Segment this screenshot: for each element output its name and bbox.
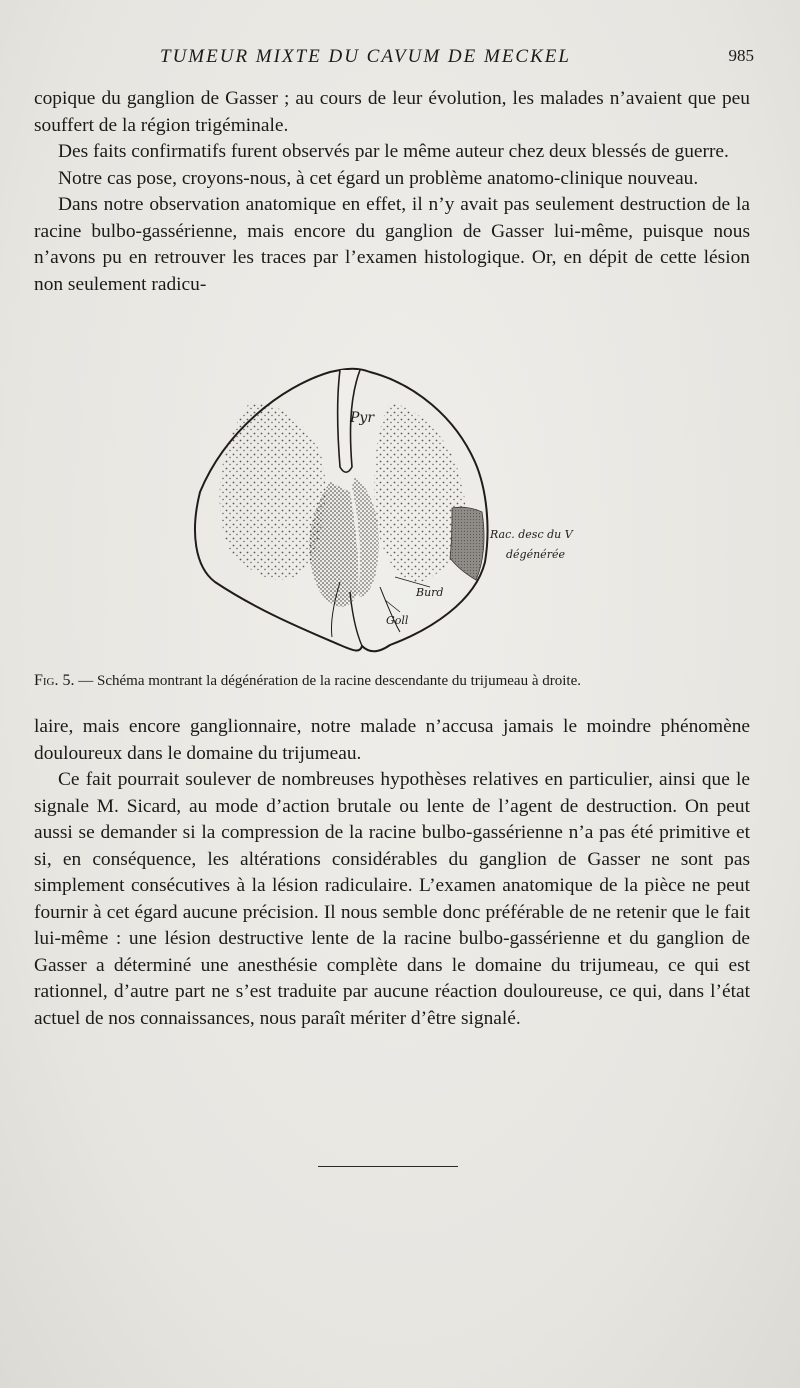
figure-caption-text: — Schéma montrant la dégénération de la racine descendante du trijumeau à droite.	[78, 673, 581, 689]
running-title: TUMEUR MIXTE DU CAVUM DE MECKEL	[160, 46, 571, 67]
page-number: 985	[728, 46, 754, 65]
label-pyr: Pyr	[350, 410, 375, 426]
page-header	[160, 46, 760, 72]
paragraph: laire, mais encore ganglionnaire, notre malade n’accusa jamais le moindre phénomène douloureux dans le domaine du trijumeau.	[34, 716, 750, 764]
medulla-cross-section-figure	[190, 362, 610, 662]
text-block-bottom	[34, 714, 750, 1032]
label-goll: Goll	[386, 614, 409, 627]
paragraph: Notre cas pose, croyons-nous, à cet égard un problème anatomo-clinique nouveau.	[58, 167, 699, 189]
figure-label: Fig. 5.	[34, 672, 75, 689]
paragraph: Dans notre observation anatomique en effet, il n’y avait pas seulement destruction de la racine bulbo-gassérienne, mais encore du ganglion de Gasser lui-même, puisque nous n’avons pu en retrouver les traces par l’examen histologique. Or, en dépit de cette lésion non seulement radicu-	[34, 194, 750, 295]
paragraph: Ce fait pourrait soulever de nombreuses hypothèses relatives en particulier, ainsi que le signale M. Sicard, au mode d’action brutale ou lente de l’agent de destruction. On peut aussi se demander si la compression de la racine bulbo-gassérienne n’a pas été primitive et si, en conséquence, les altérations considérables du ganglion de Gasser ne sont pas simplement consécutives à la lésion radiculaire. L’examen anatomique de la pièce ne peut fournir à cet égard aucune précision. Il nous semble donc préférable de ne retenir que le fait lui-même : une lésion destructive lente de la racine bulbo-gassérienne et du ganglion de Gasser a déterminé une anesthésie complète dans le domaine du trijumeau, ce qui est rationnel, d’autre part ne s’est traduite par aucune réaction douloureuse, ce qui, dans l’état actuel de nos connaissances, nous paraît mériter d’être signalé.	[34, 769, 750, 1029]
text-block-top	[34, 86, 750, 298]
degenerated-root	[450, 507, 484, 580]
paragraph: Des faits confirmatifs furent observés par le même auteur chez deux blessés de guerre.	[58, 141, 729, 162]
medulla-drawing	[190, 362, 610, 662]
label-burd: Burd	[416, 586, 444, 599]
section-end-rule	[318, 1166, 458, 1167]
label-degeneree: dégénérée	[506, 548, 565, 561]
label-rac-desc: Rac. desc du V	[490, 528, 573, 541]
paragraph: copique du ganglion de Gasser ; au cours de leur évolution, les malades n’avaient que peu souffert de la région trigéminale.	[34, 88, 750, 136]
figure-caption	[34, 672, 754, 690]
